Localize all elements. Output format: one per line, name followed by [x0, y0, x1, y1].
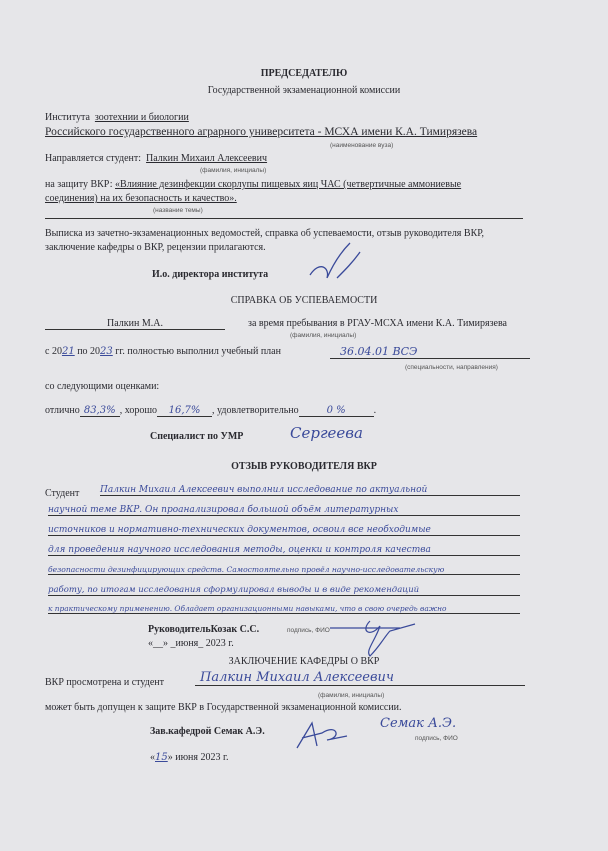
university-caption: (наименование вуза) [330, 142, 394, 149]
supervisor-signature [330, 616, 420, 661]
study-period [45, 346, 281, 357]
thesis-title-line2: соединения) на их безопасность и качество». [45, 193, 237, 204]
admitted-text: может быть допущен к защите ВКР в Государственной экзаменационной комиссии. [45, 702, 402, 713]
attachments-line1: Выписка из зачетно-экзаменационных ведомостей, справка об успеваемости, отзыв руководителя ВКР, [45, 228, 485, 239]
good-label: , хорошо [119, 405, 158, 416]
specialty-caption: (специальности, направления) [405, 364, 498, 371]
director-signature [305, 240, 365, 285]
conclusion-caption: (фамилия, инициалы) [318, 692, 385, 699]
to-prefix: по 20 [77, 346, 101, 357]
date-day: 15 [155, 752, 168, 763]
conclusion-date [150, 752, 228, 763]
excellent-label: отлично [45, 405, 80, 416]
review-line: к практическому применению. Обладает организационными навыками, что в свою очередь важно [48, 604, 520, 614]
head-sign-caption: подпись, ФИО [415, 735, 458, 742]
head-signature: Семак А.Э. [380, 716, 457, 731]
head-label: Зав.кафедрой Семак А.Э. [150, 726, 265, 737]
good-value: 16,7% [157, 405, 212, 417]
addressee-title: ПРЕДСЕДАТЕЛЮ [260, 68, 348, 79]
review-line: для проведения научного исследования методы, оценки и контроля качества [48, 545, 520, 556]
name-caption: (фамилия, инициалы) [290, 332, 357, 339]
thesis-caption: (название темы) [153, 207, 203, 214]
excellent-value: 83,3% [80, 405, 120, 417]
review-line: безопасности дезинфицирующих средств. Самостоятельно провёл научно-исследовательскую [48, 565, 520, 575]
director-label: И.о. директора института [152, 269, 269, 280]
institute-row [45, 112, 189, 123]
thesis-row [45, 179, 461, 190]
grades-row: отлично 83,3% , хорошо 16,7% , удовлетворительно 0 % . [45, 405, 377, 416]
review-line: работу, по итогам исследования сформулировал выводы и в виде рекомендаций [48, 585, 520, 596]
specialty-value: 36.04.01 ВСЭ [330, 345, 530, 359]
thesis-label: на защиту ВКР: [45, 179, 113, 190]
specialist-label: Специалист по УМР [150, 431, 244, 442]
head-signature-mark [292, 718, 352, 753]
date-rest: » июня 2023 г. [167, 752, 229, 763]
institute-value: зоотехнии и биологии [94, 112, 189, 123]
specialist-signature: Сергеева [290, 424, 363, 442]
review-line: Палкин Михаил Алексеевич выполнил исследование по актуальной [100, 485, 520, 496]
reviewed-label: ВКР просмотрена и студент [45, 677, 165, 688]
from-prefix: с 20 [45, 346, 62, 357]
from-year: 21 [61, 346, 75, 357]
supervisor-date: «__» _июня_ 2023 г. [148, 638, 234, 649]
satisfactory-label: , удовлетворительно [212, 405, 299, 416]
progress-student-name: Палкин М.А. [45, 318, 225, 330]
thesis-title-line1: «Влияние дезинфекции скорлупы пищевых яиц ЧАС (четвертичные аммониевые [115, 179, 462, 190]
supervisor-name: Козак С.С. [210, 624, 260, 635]
student-caption: (фамилия, инициалы) [200, 167, 267, 174]
divider [45, 218, 523, 219]
supervisor-row [148, 624, 259, 635]
conclusion-student-name: Палкин Михаил Алексеевич [195, 670, 525, 686]
institute-label: Института [45, 112, 90, 123]
review-student-label: Студент [45, 488, 80, 499]
satisfactory-value: 0 % [299, 405, 374, 417]
progress-title: СПРАВКА ОБ УСПЕВАЕМОСТИ [230, 295, 378, 306]
supervisor-label: Руководитель [148, 624, 211, 635]
university-name: Российского государственного аграрного университета - МСХА имени К.А. Тимирязева [45, 126, 478, 138]
student-name: Палкин Михаил Алексеевич [146, 153, 268, 164]
addressee-subtitle: Государственной экзаменационной комиссии [207, 85, 401, 96]
review-line: научной теме ВКР. Он проанализировал большой объём литературных [48, 505, 520, 516]
attachments-line2: заключение кафедры о ВКР, рецензии прилагаются. [45, 242, 266, 253]
conclusion-title: ЗАКЛЮЧЕНИЕ КАФЕДРЫ О ВКР [228, 656, 380, 667]
supervisor-sign-caption: подпись, ФИО [287, 627, 330, 634]
review-line: источников и нормативно-технических документов, освоил все необходимые [48, 525, 520, 536]
student-label: Направляется студент: [45, 153, 142, 164]
plan-text: гг. полностью выполнил учебный план [115, 346, 281, 357]
student-row [45, 153, 267, 164]
grades-label: со следующими оценками: [45, 381, 160, 392]
review-title: ОТЗЫВ РУКОВОДИТЕЛЯ ВКР [231, 461, 377, 472]
to-year: 23 [100, 346, 113, 357]
date-open: « [150, 752, 155, 763]
progress-during: за время пребывания в РГАУ-МСХА имени К.А. Тимирязева [248, 318, 507, 329]
